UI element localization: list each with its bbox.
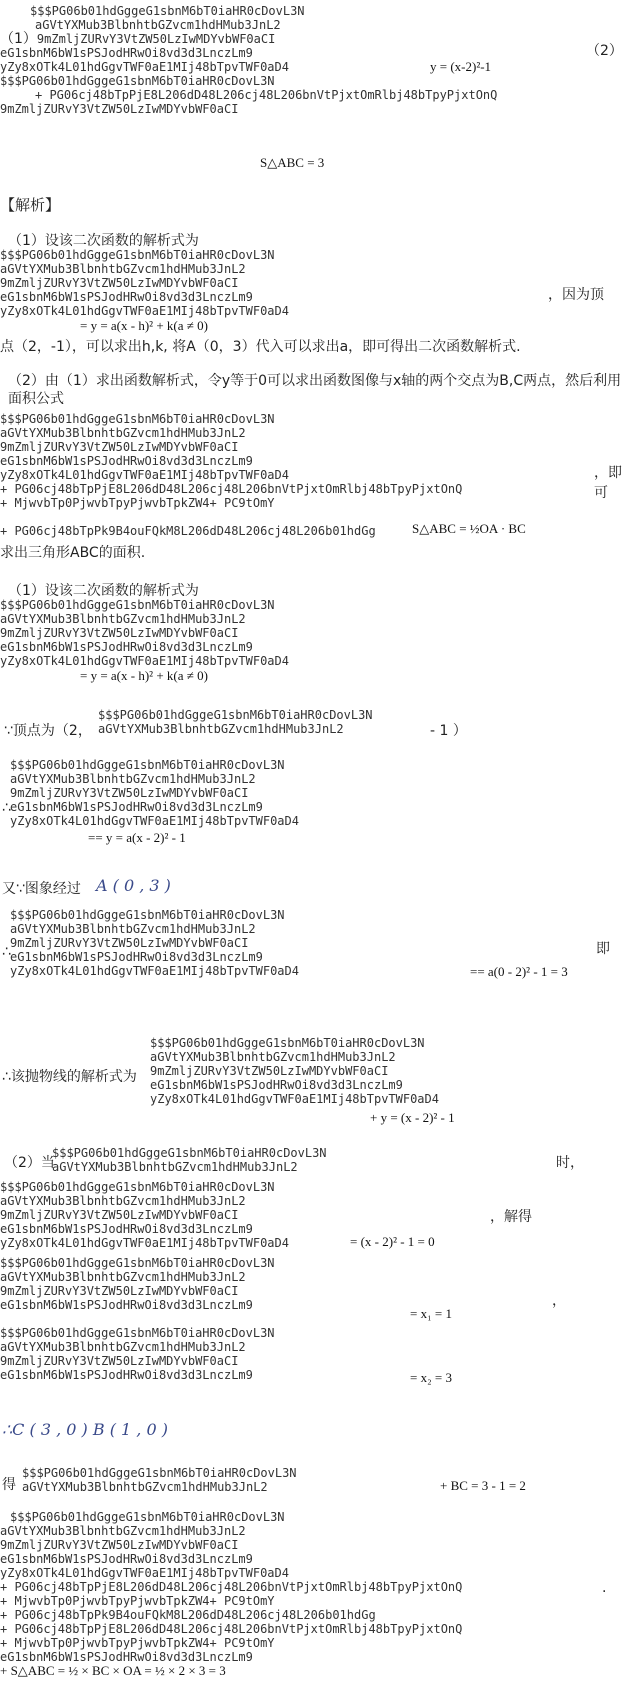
solve-equation: = (x - 2)² - 1 = 0 <box>350 1234 435 1249</box>
ji-label: 即 <box>596 941 610 957</box>
garbled-code: 9mZmljZURvY3VtZW50LzIwMDYvbWF0aCI <box>0 626 239 640</box>
analysis-heading: 【解析】 <box>0 196 61 214</box>
garbled-code: $$$PG06b01hdGggeG1sbnM6bT0iaHR0cDovL3N <box>0 598 275 612</box>
garbled-code: $$$PG06b01hdGggeG1sbnM6bT0iaHR0cDovL3N <box>98 708 373 722</box>
bc-row <box>0 1466 630 1496</box>
analysis-part2-formula-block <box>0 412 630 522</box>
garbled-code: aGVtYXMub3BlbnhtbGZvcm1hdHMub3JnL2 <box>150 1050 396 1064</box>
part-2-label: （2） <box>586 43 623 59</box>
garbled-code: + PG06cj48bTpPjE8L206dD48L206cj48L206bnVtPjxtOmRlbj48bTpyPjxtOnQ <box>35 88 498 102</box>
garbled-code: 9mZmljZURvY3VtZW50LzIwMDYvbWF0aCI <box>0 1354 239 1368</box>
garbled-code: 9mZmljZURvY3VtZW50LzIwMDYvbWF0aCI <box>10 786 249 800</box>
garbled-code: eG1sbnM6bW1sPSJodHRwOi8vd3d3LnczLm9 <box>0 640 253 654</box>
part-1-label: （1） <box>0 31 37 47</box>
garbled-code: aGVtYXMub3BlbnhtbGZvcm1hdHMub3JnL2 <box>0 262 246 276</box>
garbled-code: aGVtYXMub3BlbnhtbGZvcm1hdHMub3JnL2 <box>98 722 344 736</box>
garbled-code: 9mZmljZURvY3VtZW50LzIwMDYvbWF0aCI <box>36 32 276 46</box>
garbled-code: 9mZmljZURvY3VtZW50LzIwMDYvbWF0aCI <box>0 1538 239 1552</box>
vertex-form-equation: == y = a(x - 2)² - 1 <box>88 830 186 845</box>
garbled-code: aGVtYXMub3BlbnhtbGZvcm1hdHMub3JnL2 <box>52 1160 298 1174</box>
garbled-code: 9mZmljZURvY3VtZW50LzIwMDYvbWF0aCI <box>0 1208 239 1222</box>
garbled-code: + MjwvbTp0PjwvbTpyPjwvbTpkZW4+ PC9tOmY <box>0 1636 275 1650</box>
garbled-code: aGVtYXMub3BlbnhtbGZvcm1hdHMub3JnL2 <box>0 426 246 440</box>
garbled-code: + PG06cj48bTpPjE8L206dD48L206cj48L206bnVtPjxtOmRlbj48bTpyPjxtOnQ <box>0 1580 463 1594</box>
x1-block <box>0 1256 630 1326</box>
garbled-code: $$$PG06b01hdGggeG1sbnM6bT0iaHR0cDovL3N <box>0 1180 275 1194</box>
garbled-code: + PG06cj48bTpPk9B4ouFQkM8L206dD48L206cj48L206b01hdGg <box>0 524 376 538</box>
when-tail: 时， <box>556 1155 584 1171</box>
garbled-code: $$$PG06b01hdGggeG1sbnM6bT0iaHR0cDovL3N <box>10 758 285 772</box>
analysis-part2-intro: （2）由（1）求出函数解析式，令y等于0可以求出函数图像与x轴的两个交点为B,C两点，然后利用面积公式 <box>8 373 622 407</box>
garbled-code: eG1sbnM6bW1sPSJodHRwOi8vd3d3LnczLm9 <box>150 1078 403 1092</box>
garbled-code: 9mZmljZURvY3VtZW50LzIwMDYvbWF0aCI <box>10 936 249 950</box>
area-formula: S△ABC = ½OA · BC <box>412 521 526 536</box>
de-label: 得 <box>2 1477 16 1493</box>
bc-equation: + BC = 3 - 1 = 2 <box>440 1478 526 1493</box>
comma: ， <box>552 1293 566 1309</box>
garbled-code: aGVtYXMub3BlbnhtbGZvcm1hdHMub3JnL2 <box>10 922 256 936</box>
garbled-code: 9mZmljZURvY3VtZW50LzIwMDYvbWF0aCI <box>150 1064 389 1078</box>
garbled-code: $$$PG06b01hdGggeG1sbnM6bT0iaHR0cDovL3N <box>0 248 275 262</box>
x2-block <box>0 1326 630 1386</box>
analysis-part1-formula: = y = a(x - h)² + k(a ≠ 0) <box>80 318 208 333</box>
garbled-code: aGVtYXMub3BlbnhtbGZvcm1hdHMub3JnL2 <box>22 1480 268 1494</box>
area-answer: S△ABC = 3 <box>260 155 325 170</box>
area-block <box>0 1510 630 1700</box>
parabola-label: ∴该抛物线的解析式为 <box>2 1069 137 1085</box>
part2-when-row <box>0 1146 630 1176</box>
garbled-code: $$$PG06b01hdGggeG1sbnM6bT0iaHR0cDovL3N <box>10 1510 285 1524</box>
x1-equation: = x₁ = 1 <box>410 1306 452 1321</box>
garbled-code: aGVtYXMub3BlbnhtbGZvcm1hdHMub3JnL2 <box>0 612 246 626</box>
solution-part1-formula: = y = a(x - h)² + k(a ≠ 0) <box>80 668 208 683</box>
jiede-label: ，解得 <box>490 1209 532 1225</box>
garbled-code: eG1sbnM6bW1sPSJodHRwOi8vd3d3LnczLm9 <box>10 800 263 814</box>
garbled-code: + PG06cj48bTpPk9B4ouFQkM8L206dD48L206cj48L206b01hdGg <box>0 1608 376 1622</box>
garbled-code: aGVtYXMub3BlbnhtbGZvcm1hdHMub3JnL2 <box>0 1524 246 1538</box>
garbled-code: 9mZmljZURvY3VtZW50LzIwMDYvbWF0aCI <box>0 102 239 116</box>
analysis-part1-intro: （1）设该二次函数的解析式为 <box>8 233 199 249</box>
substitution-equation: == a(0 - 2)² - 1 = 3 <box>470 964 568 979</box>
area-formula-row <box>0 521 630 540</box>
analysis-part2-cont: 求出三角形ABC的面积. <box>0 545 146 561</box>
therefore-symbol: ∴ <box>2 944 11 960</box>
garbled-code: $$$PG06b01hdGggeG1sbnM6bT0iaHR0cDovL3N <box>22 1466 297 1480</box>
analysis-part1-cont: 点（2，-1），可以求出h,k, 将A（0，3）代入可以求出a，即可得出二次函数解析式. <box>0 339 521 355</box>
garbled-code: yZy8xOTk4L01hdGgvTWF0aE1MIj48bTpvTWF0aD4 <box>10 964 299 978</box>
garbled-code: $$$PG06b01hdGggeG1sbnM6bT0iaHR0cDovL3N <box>0 74 275 88</box>
x2-equation: = x₂ = 3 <box>410 1370 452 1385</box>
garbled-code: 9mZmljZURvY3VtZW50LzIwMDYvbWF0aCI <box>0 440 239 454</box>
garbled-code: yZy8xOTk4L01hdGgvTWF0aE1MIj48bTpvTWF0aD4 <box>0 60 289 74</box>
garbled-code: eG1sbnM6bW1sPSJodHRwOi8vd3d3LnczLm9 <box>0 454 253 468</box>
garbled-code: + MjwvbTp0PjwvbTpyPjwvbTpkZW4+ PC9tOmY <box>0 496 275 510</box>
garbled-code: yZy8xOTk4L01hdGgvTWF0aE1MIj48bTpvTWF0aD4 <box>0 1236 289 1250</box>
therefore-symbol: ∴ <box>2 800 11 816</box>
intersection-points: ∴C ( 3 , 0 ) B ( 1 , 0 ) <box>2 1420 168 1439</box>
garbled-code: aGVtYXMub3BlbnhtbGZvcm1hdHMub3JnL2 <box>35 18 281 32</box>
area-final-equation: + S△ABC = ½ × BC × OA = ½ × 2 × 3 = 3 <box>0 1663 226 1678</box>
garbled-code: yZy8xOTk4L01hdGgvTWF0aE1MIj48bTpvTWF0aD4 <box>150 1092 439 1106</box>
garbled-code: yZy8xOTk4L01hdGgvTWF0aE1MIj48bTpvTWF0aD4 <box>0 1566 289 1580</box>
vertex-k: - 1 ） <box>430 723 467 739</box>
garbled-code: eG1sbnM6bW1sPSJodHRwOi8vd3d3LnczLm9 <box>0 1650 253 1664</box>
garbled-code: $$$PG06b01hdGggeG1sbnM6bT0iaHR0cDovL3N <box>52 1146 327 1160</box>
parabola-equation: + y = (x - 2)² - 1 <box>370 1110 455 1125</box>
garbled-code: + PG06cj48bTpPjE8L206dD48L206cj48L206bnVtPjxtOmRlbj48bTpyPjxtOnQ <box>0 482 463 496</box>
vertex-row <box>0 708 630 748</box>
garbled-code: $$$PG06b01hdGggeG1sbnM6bT0iaHR0cDovL3N <box>0 412 275 426</box>
passes-row <box>0 876 630 898</box>
garbled-code: eG1sbnM6bW1sPSJodHRwOi8vd3d3LnczLm9 <box>10 950 263 964</box>
garbled-code: $$$PG06b01hdGggeG1sbnM6bT0iaHR0cDovL3N <box>0 1256 275 1270</box>
vertex-form-block <box>0 758 640 830</box>
garbled-code: + MjwvbTp0PjwvbTpyPjwvbTpkZW4+ PC9tOmY <box>0 1594 275 1608</box>
garbled-code: aGVtYXMub3BlbnhtbGZvcm1hdHMub3JnL2 <box>10 772 256 786</box>
header-formula-block <box>0 4 630 170</box>
point-a: A ( 0 , 3 ) <box>96 876 171 895</box>
period: . <box>602 1580 607 1596</box>
solution-part1-formula-block <box>0 598 630 670</box>
passes-label: 又∵图象经过 <box>2 881 81 897</box>
garbled-code: aGVtYXMub3BlbnhtbGZvcm1hdHMub3JnL2 <box>0 1340 246 1354</box>
garbled-code: aGVtYXMub3BlbnhtbGZvcm1hdHMub3JnL2 <box>0 1194 246 1208</box>
vertex-label: ∵顶点为（2， <box>4 723 92 739</box>
analysis-part1-formula-block <box>0 248 630 320</box>
garbled-code: $$$PG06b01hdGggeG1sbnM6bT0iaHR0cDovL3N <box>30 4 305 18</box>
garbled-code: eG1sbnM6bW1sPSJodHRwOi8vd3d3LnczLm9 <box>0 1368 253 1382</box>
garbled-code: eG1sbnM6bW1sPSJodHRwOi8vd3d3LnczLm9 <box>0 46 253 60</box>
when-label: （2）当 <box>4 1155 55 1171</box>
garbled-code: $$$PG06b01hdGggeG1sbnM6bT0iaHR0cDovL3N <box>0 1326 275 1340</box>
given-equation: y = (x-2)²-1 <box>430 59 492 74</box>
solution-part1-intro: （1）设该二次函数的解析式为 <box>8 583 199 599</box>
garbled-code: $$$PG06b01hdGggeG1sbnM6bT0iaHR0cDovL3N <box>150 1036 425 1050</box>
solve-block <box>0 1180 630 1254</box>
garbled-code: eG1sbnM6bW1sPSJodHRwOi8vd3d3LnczLm9 <box>0 1552 253 1566</box>
garbled-code: + PG06cj48bTpPjE8L206dD48L206cj48L206bnVtPjxtOmRlbj48bTpyPjxtOnQ <box>0 1622 463 1636</box>
garbled-code: 9mZmljZURvY3VtZW50LzIwMDYvbWF0aCI <box>0 1284 239 1298</box>
garbled-code: 9mZmljZURvY3VtZW50LzIwMDYvbWF0aCI <box>0 276 239 290</box>
garbled-code: yZy8xOTk4L01hdGgvTWF0aE1MIj48bTpvTWF0aD4 <box>0 654 289 668</box>
analysis-part2-tail: ，即可 <box>594 465 622 501</box>
garbled-code: yZy8xOTk4L01hdGgvTWF0aE1MIj48bTpvTWF0aD4 <box>0 468 289 482</box>
garbled-code: aGVtYXMub3BlbnhtbGZvcm1hdHMub3JnL2 <box>0 1270 246 1284</box>
analysis-part1-tail: ，因为顶 <box>548 287 604 303</box>
garbled-code: yZy8xOTk4L01hdGgvTWF0aE1MIj48bTpvTWF0aD4 <box>0 304 289 318</box>
garbled-code: $$$PG06b01hdGggeG1sbnM6bT0iaHR0cDovL3N <box>10 908 285 922</box>
garbled-code: eG1sbnM6bW1sPSJodHRwOi8vd3d3LnczLm9 <box>0 290 253 304</box>
garbled-code: eG1sbnM6bW1sPSJodHRwOi8vd3d3LnczLm9 <box>0 1298 253 1312</box>
garbled-code: eG1sbnM6bW1sPSJodHRwOi8vd3d3LnczLm9 <box>0 1222 253 1236</box>
garbled-code: yZy8xOTk4L01hdGgvTWF0aE1MIj48bTpvTWF0aD4 <box>10 814 299 828</box>
